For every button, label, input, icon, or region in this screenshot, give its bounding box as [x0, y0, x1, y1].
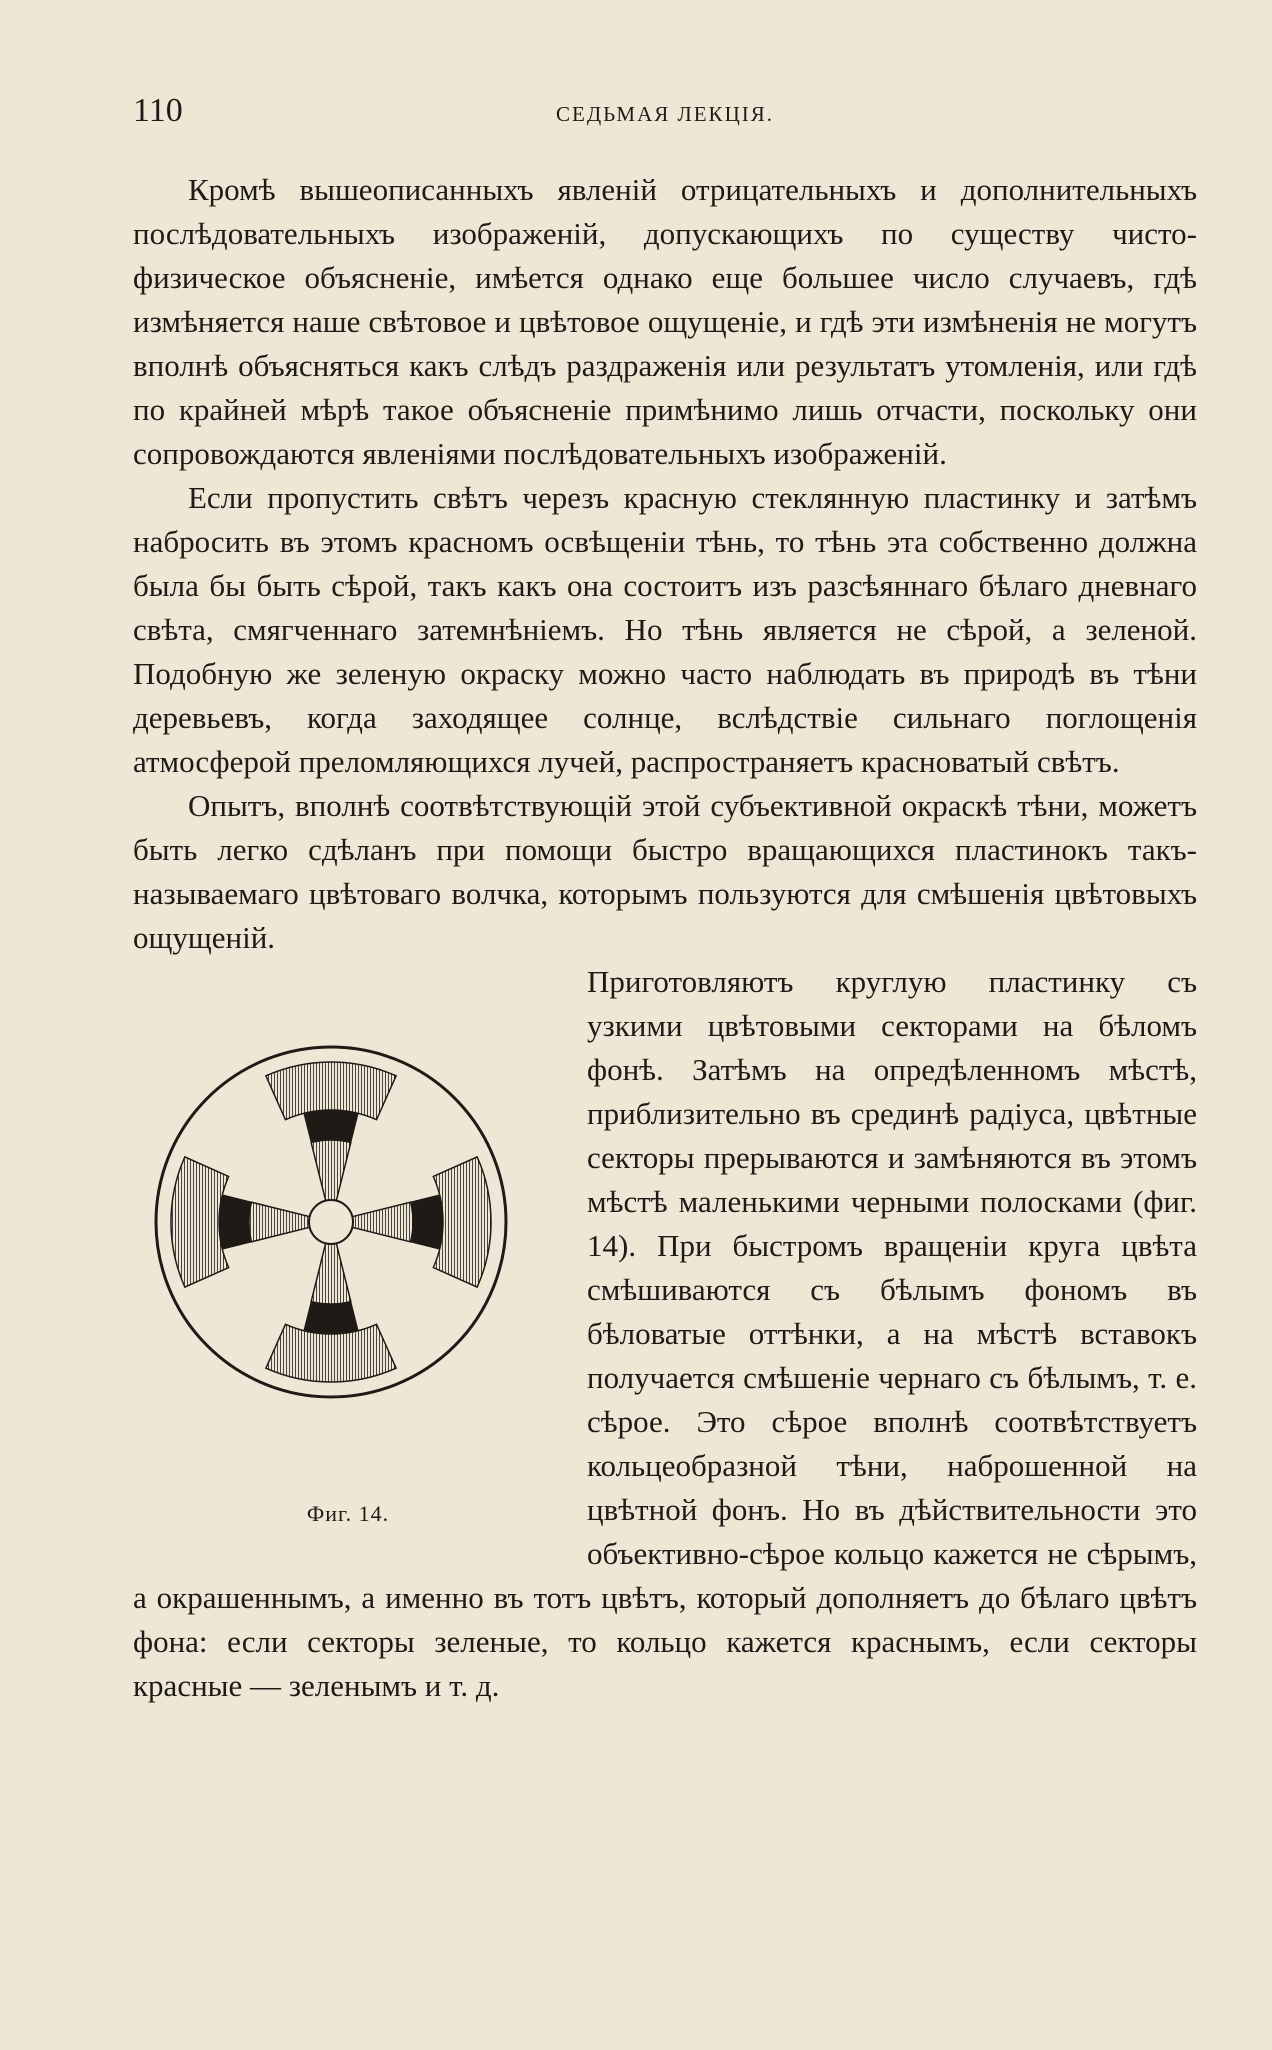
disc-black-strip	[411, 1195, 443, 1249]
figure-14	[133, 962, 563, 1562]
paragraph-3: Опытъ, вполнѣ соотвѣтствующій этой субъективной окраскѣ тѣни, можетъ быть легко сдѣланъ при помощи быстро вращающихся пластинокъ такъ-называемаго цвѣтоваго волчка, которымъ пользуются для смѣшенія цвѣтовыхъ ощущеній.	[133, 788, 1197, 955]
paragraph-1: Кромѣ вышеописанныхъ явленій отрицательныхъ и дополнительныхъ послѣдовательныхъ изображеній, допускающихъ по существу чисто-физическое объясненіе, имѣется однако еще большее число случаевъ, гдѣ измѣняется наше свѣтовое и цвѣтовое ощущеніе, и гдѣ эти измѣненія не могутъ вполнѣ объясняться какъ слѣдъ раздраженія или результатъ утомленія, или гдѣ по крайней мѣрѣ такое объясненіе примѣнимо лишь отчасти, поскольку они сопровождаются явленіями послѣдовательныхъ изображеній.	[133, 172, 1197, 471]
disc-black-strip	[219, 1195, 251, 1249]
color-disc-illustration	[151, 1042, 511, 1402]
body-text	[133, 168, 1197, 1708]
disc-black-strip	[304, 1302, 358, 1334]
disc-center-hole	[309, 1200, 353, 1244]
page-header	[133, 92, 1197, 132]
running-title: СЕДЬМАЯ ЛЕКЦІЯ.	[556, 102, 774, 126]
paragraph-2: Если пропустить свѣтъ черезъ красную стеклянную пластинку и затѣмъ набросить въ этомъ красномъ освѣщеніи тѣнь, то тѣнь эта собственно должна была бы быть сѣрой, такъ какъ она состоитъ изъ разсѣяннаго бѣлаго дневнаго свѣта, смягченнаго затемнѣніемъ. Но тѣнь является не сѣрой, а зеленой. Подобную же зеленую окраску можно часто наблюдать въ природѣ въ тѣни деревьевъ, когда заходящее солнце, вслѣдствіе сильнаго поглощенія атмосферой преломляющихся лучей, распространяетъ красноватый свѣтъ.	[133, 480, 1197, 779]
page-number: 110	[133, 92, 183, 129]
paragraph-4: Приготовляютъ круглую пластинку съ узкими цвѣтовыми секторами на бѣломъ фонѣ. Затѣмъ на опредѣленномъ мѣстѣ, приблизительно въ срединѣ радіуса, цвѣтные секторы прерываются и замѣняются въ этомъ мѣстѣ маленькими черными полосками (фиг. 14). При быстромъ вращеніи круга цвѣта смѣшиваются съ бѣлымъ фономъ въ бѣловатые оттѣнки, а на мѣстѣ вставокъ получается смѣшеніе чернаго съ бѣлымъ, т. е. сѣрое. Это сѣрое вполнѣ соотвѣтствуетъ кольцеобразной тѣни, наброшенной на цвѣтной фонъ. Но въ дѣйствительности это объективно-сѣрое кольцо кажется не сѣрымъ, а окрашеннымъ, а именно въ тотъ цвѣтъ, который дополняетъ до бѣлаго цвѣтъ фона: если секторы зеленые, то кольцо кажется краснымъ, если секторы красные — зеленымъ и т. д.	[133, 964, 1197, 1703]
figure-caption: Фиг. 14.	[306, 1501, 390, 1526]
disc-black-strip	[304, 1110, 358, 1142]
